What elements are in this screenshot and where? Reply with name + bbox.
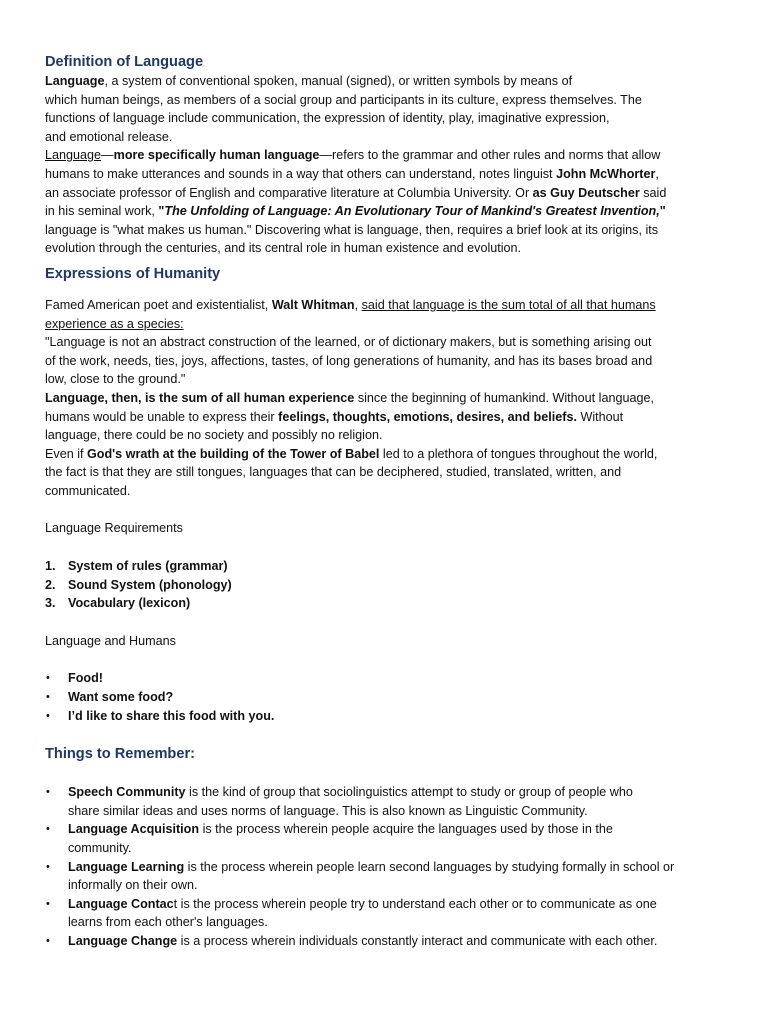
list-item: • Food! [45,669,723,688]
definition-paragraph-1: Language, a system of conventional spoken, manual (signed), or written symbols by means of which human beings, as members of a social group and participants in its culture, express themselves. The functions of language include communication, the expression of identity, play, imaginative expression, and emotional release. [45,74,642,144]
document-page [45,52,723,951]
humanity-paragraph-2: Language, then, is the sum of all human experience since the beginning of humankind. Without language, humans would be unable to express their feelings, thoughts, emotions, desires, and beliefs. Without language, there could be no society and possibly no religion. [45,390,654,443]
bullet-icon: • [46,897,50,910]
bullet-icon: • [46,860,50,873]
humanity-paragraph-1: Famed American poet and existentialist, Walt Whitman, said that language is the sum total of all that humans experience as a species: [45,297,656,331]
list-item: • Speech Community is the kind of group that sociolinguistics attempt to study or group of people who share similar ideas and uses norms of language. This is also known as Linguistic Community. [46,785,633,818]
bullet-icon: • [46,934,50,947]
list-item: • Language Contact is the process wherein people try to understand each other or to communicate as one learns from each other's languages. [46,896,657,930]
humans-title: Language and Humans [45,633,176,648]
list-item: 1. System of rules (grammar) [45,559,228,574]
requirements-list [45,557,723,613]
language-link[interactable]: Language [45,148,102,163]
list-item: • Language Learning is the process wherein people learn second languages by studying formally in school or informally on their own. [46,859,675,893]
bullet-icon: • [46,786,50,799]
bullet-icon: • [46,691,50,704]
list-item: • Language Acquisition is the process wherein people acquire the languages used by those in the community. [46,822,613,855]
whitman-link-continued[interactable]: experience as a species: [45,316,184,331]
list-item: • Want some food? [45,688,723,707]
bullet-icon: • [46,672,50,685]
remember-list [45,783,723,950]
humans-list [45,669,723,725]
definition-paragraph-2: Language—more specifically human language—refers to the grammar and other rules and norms that allow humans to make utterances and sounds in a way that others can understand, notes linguist John McWhorter, an associate professor of English and comparative literature at Columbia University. Or as Guy Deutscher said in his seminal work, "The Unfolding of Language: An Evolutionary Tour of Mankind's Greatest Invention," language is "what makes us human." Discovering what is language, then, requires a brief look at its origins, its evolution through the centuries, and its central role in human existence and evolution. [45,148,667,256]
book-title: The Unfolding of Language: An Evolutionary Tour of Mankind's Greatest Invention, [164,204,660,219]
heading-definition: Definition of Language [45,54,204,70]
whitman-quote: "Language is not an abstract construction of the learned, or of dictionary makers, but is something arising out of the work, needs, ties, joys, affections, tastes, of long generations of humanity, and has its bases broad and low, close to the ground." [45,335,653,387]
list-item: • Language Change is a process wherein individuals constantly interact and communicate with each other. [45,932,723,951]
requirements-title: Language Requirements [45,521,183,536]
heading-humanity: Expressions of Humanity [45,265,221,282]
bullet-icon: • [46,709,50,722]
whitman-link[interactable]: said that language is the sum total of all that humans [361,297,656,312]
list-item: 3. Vocabulary (lexicon) [45,596,191,611]
heading-remember: Things to Remember: [45,746,196,763]
humanity-paragraph-3: Even if God's wrath at the building of the Tower of Babel led to a plethora of tongues throughout the world, the fact is that they are still tongues, languages that can be deciphered, studied, translated, written, and communicated. [45,446,658,498]
bullet-icon: • [46,823,50,836]
list-item: • I’d like to share this food with you. [45,707,723,726]
list-item: 2. Sound System (phonology) [45,577,232,592]
